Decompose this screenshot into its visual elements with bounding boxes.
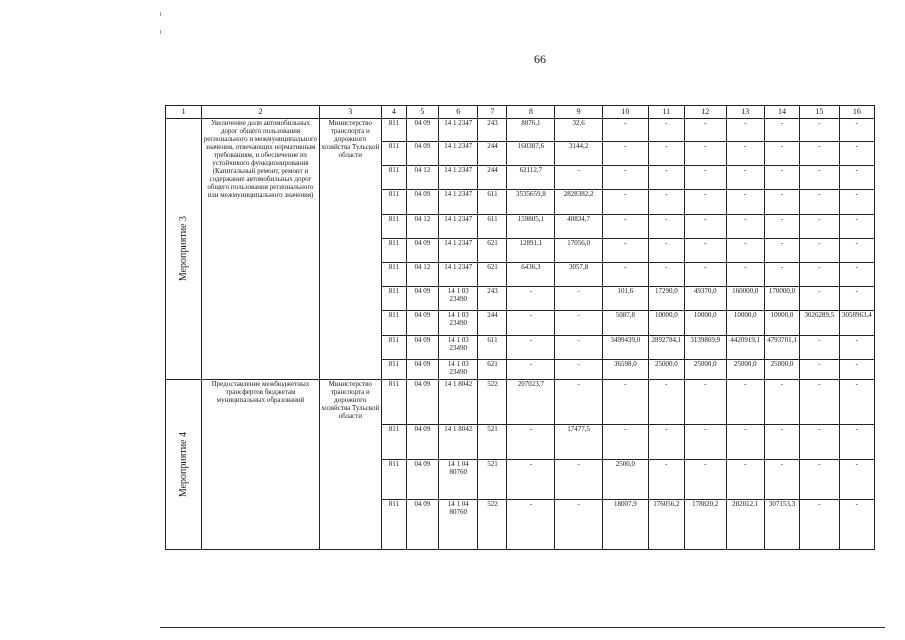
table-cell: - bbox=[555, 287, 603, 311]
table-cell: - bbox=[800, 190, 839, 215]
table-cell: 04 09 bbox=[406, 460, 438, 500]
table-cell: 3057,8 bbox=[555, 263, 603, 287]
table-cell: - bbox=[602, 425, 648, 460]
m4-label-cell bbox=[166, 380, 202, 550]
table-cell: 611 bbox=[478, 190, 507, 215]
table-cell: 3058963,4 bbox=[839, 311, 874, 336]
table-cell: 10000,0 bbox=[764, 311, 799, 336]
table-cell: 811 bbox=[381, 500, 406, 550]
table-cell: - bbox=[555, 336, 603, 360]
table-cell: 62112,7 bbox=[507, 166, 555, 190]
table-cell: - bbox=[839, 190, 874, 215]
table-cell: - bbox=[726, 380, 764, 425]
header-cell: 14 bbox=[764, 106, 799, 119]
m4-row bbox=[166, 380, 875, 425]
table-cell: 10000,0 bbox=[684, 311, 726, 336]
table-cell: 522 bbox=[478, 500, 507, 550]
table-cell: 522 bbox=[478, 380, 507, 425]
table-cell: 243 bbox=[478, 287, 507, 311]
table-cell: - bbox=[839, 215, 874, 239]
header-cell: 9 bbox=[555, 106, 603, 119]
table-cell: - bbox=[839, 336, 874, 360]
table-cell: 621 bbox=[478, 239, 507, 263]
table-cell: - bbox=[764, 215, 799, 239]
table-cell: - bbox=[726, 460, 764, 500]
table-cell: - bbox=[602, 263, 648, 287]
table-cell: 521 bbox=[478, 460, 507, 500]
budget-table bbox=[165, 105, 875, 550]
table-cell: 621 bbox=[478, 263, 507, 287]
table-cell: 12891,1 bbox=[507, 239, 555, 263]
table-cell: 521 bbox=[478, 425, 507, 460]
table-cell: - bbox=[800, 215, 839, 239]
table-cell: - bbox=[726, 263, 764, 287]
table-cell: - bbox=[602, 119, 648, 142]
table-cell: - bbox=[684, 142, 726, 166]
table-cell: - bbox=[764, 425, 799, 460]
table-cell: - bbox=[800, 239, 839, 263]
table-cell: 14 1 04 80760 bbox=[438, 460, 477, 500]
table-cell: 14 1 2347 bbox=[438, 263, 477, 287]
table-cell: - bbox=[839, 380, 874, 425]
table-cell: 811 bbox=[381, 336, 406, 360]
table-cell: 14 1 2347 bbox=[438, 239, 477, 263]
table-cell: 811 bbox=[381, 360, 406, 380]
table-cell: 811 bbox=[381, 119, 406, 142]
table-cell: 811 bbox=[381, 166, 406, 190]
table-cell: - bbox=[764, 190, 799, 215]
table-cell: 811 bbox=[381, 190, 406, 215]
header-cell: 5 bbox=[406, 106, 438, 119]
table-cell: - bbox=[839, 142, 874, 166]
table-cell: 244 bbox=[478, 142, 507, 166]
table-cell: 282012,1 bbox=[726, 500, 764, 550]
table-cell: - bbox=[800, 119, 839, 142]
header-cell: 6 bbox=[438, 106, 477, 119]
table-cell: - bbox=[726, 190, 764, 215]
table-cell: 04 09 bbox=[406, 380, 438, 425]
table-cell: 25000,0 bbox=[648, 360, 684, 380]
table-cell: - bbox=[764, 119, 799, 142]
table-cell: 04 12 bbox=[406, 215, 438, 239]
table-cell: - bbox=[602, 239, 648, 263]
table-cell: 25000,0 bbox=[726, 360, 764, 380]
table-cell: 4793701,1 bbox=[764, 336, 799, 360]
table-cell: 04 09 bbox=[406, 119, 438, 142]
table-cell: 8076,1 bbox=[507, 119, 555, 142]
table-cell: 811 bbox=[381, 460, 406, 500]
table-cell: - bbox=[839, 119, 874, 142]
table-cell: - bbox=[839, 239, 874, 263]
table-cell: - bbox=[555, 166, 603, 190]
table-cell: 3535659,8 bbox=[507, 190, 555, 215]
table-cell: - bbox=[684, 380, 726, 425]
table-cell: - bbox=[648, 215, 684, 239]
table-cell: 244 bbox=[478, 311, 507, 336]
table-cell: 160387,6 bbox=[507, 142, 555, 166]
table-cell: - bbox=[800, 425, 839, 460]
table-cell: - bbox=[800, 166, 839, 190]
header-cell: 1 bbox=[166, 106, 202, 119]
header-row bbox=[166, 106, 875, 119]
m4-label: Мероприятие 4 bbox=[177, 431, 189, 498]
table-cell: 621 bbox=[478, 360, 507, 380]
table-cell: 04 09 bbox=[406, 287, 438, 311]
table-cell: - bbox=[684, 263, 726, 287]
table-cell: - bbox=[839, 263, 874, 287]
header-cell: 15 bbox=[800, 106, 839, 119]
table-cell: - bbox=[648, 425, 684, 460]
header-cell: 16 bbox=[839, 106, 874, 119]
table-cell: 3026289,5 bbox=[800, 311, 839, 336]
table-cell: - bbox=[764, 166, 799, 190]
table-cell: 2892784,1 bbox=[648, 336, 684, 360]
table-cell: - bbox=[800, 360, 839, 380]
table-cell: 04 09 bbox=[406, 425, 438, 460]
table-cell: - bbox=[839, 287, 874, 311]
table-cell: 25000,0 bbox=[764, 360, 799, 380]
table-cell: 25000,0 bbox=[684, 360, 726, 380]
table-cell: 04 09 bbox=[406, 360, 438, 380]
table-cell: 14 1 2347 bbox=[438, 166, 477, 190]
table-cell: - bbox=[800, 142, 839, 166]
table-cell: 14 1 8042 bbox=[438, 425, 477, 460]
table-cell: - bbox=[726, 425, 764, 460]
m3-label-cell bbox=[166, 119, 202, 380]
table-cell: 811 bbox=[381, 311, 406, 336]
table-cell: 04 09 bbox=[406, 500, 438, 550]
table-cell: - bbox=[800, 460, 839, 500]
header-cell: 3 bbox=[319, 106, 381, 119]
table-cell: - bbox=[648, 166, 684, 190]
table-cell: 811 bbox=[381, 263, 406, 287]
table-cell: - bbox=[555, 311, 603, 336]
table-cell: 811 bbox=[381, 215, 406, 239]
m3-name: Увеличение доли автомобильных дорог общего пользования регионального и межмуниципального значения, отвечающих нормативным требованиям, и обеспечение их устойчивого функционирования (Капитальный ремонт, ремонт и содержание автомобильных дорог общего пользования регионального или межмуниципального значения) bbox=[202, 119, 319, 380]
table-cell: - bbox=[648, 142, 684, 166]
table-cell: - bbox=[726, 166, 764, 190]
table-cell: - bbox=[684, 119, 726, 142]
table-cell: - bbox=[507, 336, 555, 360]
table-cell: - bbox=[839, 166, 874, 190]
table-cell: 207023,7 bbox=[507, 380, 555, 425]
table-cell: - bbox=[507, 287, 555, 311]
table-cell: 811 bbox=[381, 142, 406, 166]
table-cell: - bbox=[726, 239, 764, 263]
table-cell: - bbox=[726, 142, 764, 166]
table-cell: 14 1 03 23490 bbox=[438, 311, 477, 336]
table-cell: - bbox=[555, 360, 603, 380]
header-cell: 12 bbox=[684, 106, 726, 119]
table-cell: - bbox=[648, 239, 684, 263]
table-cell: 36598,0 bbox=[602, 360, 648, 380]
header-cell: 10 bbox=[602, 106, 648, 119]
table-cell: 3499439,0 bbox=[602, 336, 648, 360]
table-cell: 811 bbox=[381, 425, 406, 460]
table-cell: - bbox=[648, 263, 684, 287]
m4-name: Предоставление межбюджетных трансфертов бюджетам муниципальных образований bbox=[202, 380, 319, 550]
table-cell: 5087,8 bbox=[602, 311, 648, 336]
table-cell: 611 bbox=[478, 215, 507, 239]
m3-row bbox=[166, 119, 875, 142]
header-cell: 11 bbox=[648, 106, 684, 119]
table-cell: 32,6 bbox=[555, 119, 603, 142]
table-cell: - bbox=[602, 190, 648, 215]
table-cell: - bbox=[800, 500, 839, 550]
table-cell: 04 12 bbox=[406, 166, 438, 190]
table-cell: 14 1 8042 bbox=[438, 380, 477, 425]
table-cell: 04 09 bbox=[406, 190, 438, 215]
table-cell: 6436,3 bbox=[507, 263, 555, 287]
table-cell: 14 1 04 80760 bbox=[438, 500, 477, 550]
table-cell: - bbox=[839, 460, 874, 500]
table-cell: - bbox=[726, 119, 764, 142]
table-cell: 14 1 2347 bbox=[438, 215, 477, 239]
table-cell: - bbox=[800, 287, 839, 311]
m3-org: Министерство транспорта и дорожного хозяйства Тульской области bbox=[319, 119, 381, 380]
table-cell: 170000,0 bbox=[764, 287, 799, 311]
table-cell: 14 1 2347 bbox=[438, 142, 477, 166]
header-cell: 13 bbox=[726, 106, 764, 119]
table-cell: 14 1 03 23490 bbox=[438, 336, 477, 360]
scan-mark bbox=[160, 30, 161, 34]
table-cell: - bbox=[648, 119, 684, 142]
table-cell: - bbox=[555, 380, 603, 425]
table-cell: - bbox=[684, 215, 726, 239]
table-cell: - bbox=[684, 425, 726, 460]
table-cell: 176056,2 bbox=[648, 500, 684, 550]
header-cell: 7 bbox=[478, 106, 507, 119]
table-cell: 811 bbox=[381, 380, 406, 425]
table-cell: - bbox=[555, 460, 603, 500]
table-cell: - bbox=[602, 142, 648, 166]
table-cell: 101,6 bbox=[602, 287, 648, 311]
table-cell: 4420919,1 bbox=[726, 336, 764, 360]
table-cell: - bbox=[602, 380, 648, 425]
header-cell: 4 bbox=[381, 106, 406, 119]
table-cell: - bbox=[764, 263, 799, 287]
table-cell: - bbox=[648, 190, 684, 215]
table-cell: 14 1 2347 bbox=[438, 119, 477, 142]
table-cell: 04 12 bbox=[406, 263, 438, 287]
table-cell: - bbox=[507, 425, 555, 460]
table-cell: 244 bbox=[478, 166, 507, 190]
table-cell: - bbox=[602, 166, 648, 190]
table-cell: 2500,0 bbox=[602, 460, 648, 500]
table-cell: - bbox=[507, 460, 555, 500]
table-cell: - bbox=[648, 380, 684, 425]
table-cell: - bbox=[684, 460, 726, 500]
table-cell: 04 09 bbox=[406, 311, 438, 336]
table-cell: 40834,7 bbox=[555, 215, 603, 239]
table-cell: 10000,0 bbox=[726, 311, 764, 336]
table-cell: 611 bbox=[478, 336, 507, 360]
table-cell: 17290,0 bbox=[648, 287, 684, 311]
table-cell: - bbox=[726, 215, 764, 239]
table-cell: - bbox=[764, 380, 799, 425]
table-cell: - bbox=[764, 142, 799, 166]
table-cell: 3144,2 bbox=[555, 142, 603, 166]
table-cell: 10000,0 bbox=[648, 311, 684, 336]
scan-mark bbox=[160, 12, 161, 16]
table-cell: 307153,3 bbox=[764, 500, 799, 550]
table-cell: - bbox=[684, 166, 726, 190]
header-cell: 8 bbox=[507, 106, 555, 119]
table-cell: 2828382,2 bbox=[555, 190, 603, 215]
table-cell: 811 bbox=[381, 287, 406, 311]
table-cell: 04 09 bbox=[406, 142, 438, 166]
table-cell: - bbox=[684, 190, 726, 215]
table-cell: - bbox=[648, 460, 684, 500]
table-cell: - bbox=[764, 460, 799, 500]
table-cell: - bbox=[800, 380, 839, 425]
table-cell: - bbox=[800, 263, 839, 287]
table-cell: 14 1 03 23490 bbox=[438, 360, 477, 380]
table-cell: 17056,0 bbox=[555, 239, 603, 263]
table-cell: 159805,1 bbox=[507, 215, 555, 239]
table-cell: 18007,9 bbox=[602, 500, 648, 550]
table-cell: 243 bbox=[478, 119, 507, 142]
table-cell: - bbox=[839, 500, 874, 550]
table-cell: 17477,5 bbox=[555, 425, 603, 460]
table-cell: 3139869,9 bbox=[684, 336, 726, 360]
table-cell: - bbox=[800, 336, 839, 360]
table-cell: 04 09 bbox=[406, 336, 438, 360]
footer-line bbox=[160, 627, 885, 628]
table-cell: 160000,0 bbox=[726, 287, 764, 311]
table-cell: - bbox=[839, 425, 874, 460]
table-cell: 178820,2 bbox=[684, 500, 726, 550]
table-cell: 14 1 2347 bbox=[438, 190, 477, 215]
table-cell: 04 09 bbox=[406, 239, 438, 263]
m3-label: Мероприятие 3 bbox=[177, 216, 189, 282]
m4-org: Министерство транспорта и дорожного хозяйства Тульской области bbox=[319, 380, 381, 550]
page-number: 66 bbox=[534, 52, 546, 66]
table-cell: - bbox=[839, 360, 874, 380]
table-cell: - bbox=[684, 239, 726, 263]
table-cell: 811 bbox=[381, 239, 406, 263]
table-cell: 49370,0 bbox=[684, 287, 726, 311]
header-cell: 2 bbox=[202, 106, 319, 119]
table-cell: - bbox=[507, 360, 555, 380]
table-cell: - bbox=[764, 239, 799, 263]
table-cell: 14 1 03 23490 bbox=[438, 287, 477, 311]
table-cell: - bbox=[555, 500, 603, 550]
table-cell: - bbox=[507, 500, 555, 550]
table-cell: - bbox=[602, 215, 648, 239]
table-cell: - bbox=[507, 311, 555, 336]
